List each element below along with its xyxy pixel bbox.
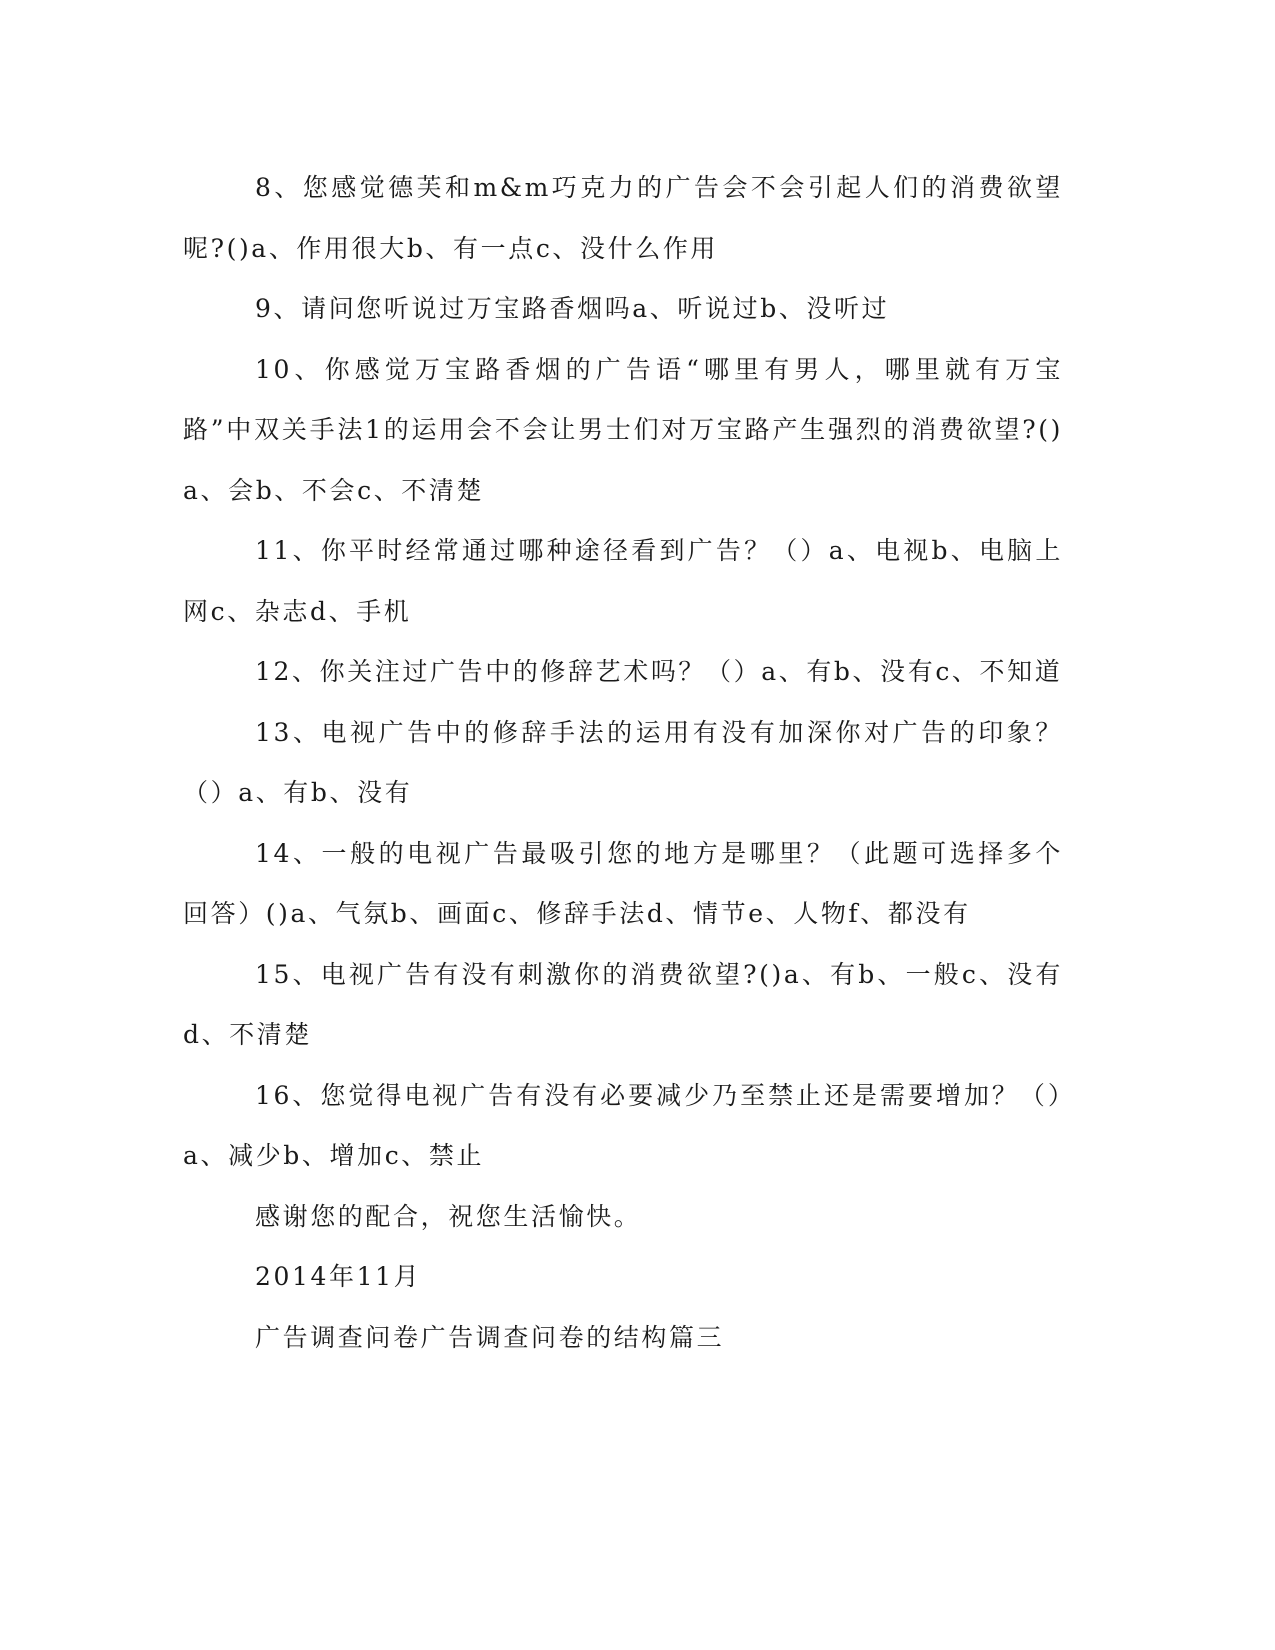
question-15: 15、电视广告有没有刺激你的消费欲望?()a、有b、一般c、没有d、不清楚 bbox=[183, 959, 1063, 1049]
question-10: 10、你感觉万宝路香烟的广告语“哪里有男人，哪里就有万宝路”中双关手法1的运用会不会让男士们对万宝路产生强烈的消费欲望?()a、会b、不会c、不清楚 bbox=[183, 354, 1063, 505]
question-8: 8、您感觉德芙和m&m巧克力的广告会不会引起人们的消费欲望呢?()a、作用很大b、有一点c、没什么作用 bbox=[183, 173, 1063, 263]
question-12: 12、你关注过广告中的修辞艺术吗？（）a、有b、没有c、不知道 bbox=[255, 657, 1063, 686]
document-body bbox=[183, 158, 1063, 1368]
question-9: 9、请问您听说过万宝路香烟吗a、听说过b、没听过 bbox=[255, 294, 890, 323]
section-heading: 广告调查问卷广告调查问卷的结构篇三 bbox=[255, 1322, 725, 1352]
date-line: 2014年11月 bbox=[255, 1262, 422, 1291]
question-13: 13、电视广告中的修辞手法的运用有没有加深你对广告的印象？（）a、有b、没有 bbox=[183, 717, 1063, 807]
question-11: 11、你平时经常通过哪种途径看到广告？（）a、电视b、电脑上网c、杂志d、手机 bbox=[183, 536, 1063, 626]
question-14: 14、一般的电视广告最吸引您的地方是哪里？（此题可选择多个回答）()a、气氛b、画面c、修辞手法d、情节e、人物f、都没有 bbox=[183, 838, 1063, 928]
question-16: 16、您觉得电视广告有没有必要减少乃至禁止还是需要增加？（）a、减少b、增加c、禁止 bbox=[183, 1080, 1063, 1170]
thank-you-note: 感谢您的配合，祝您生活愉快。 bbox=[255, 1201, 642, 1231]
